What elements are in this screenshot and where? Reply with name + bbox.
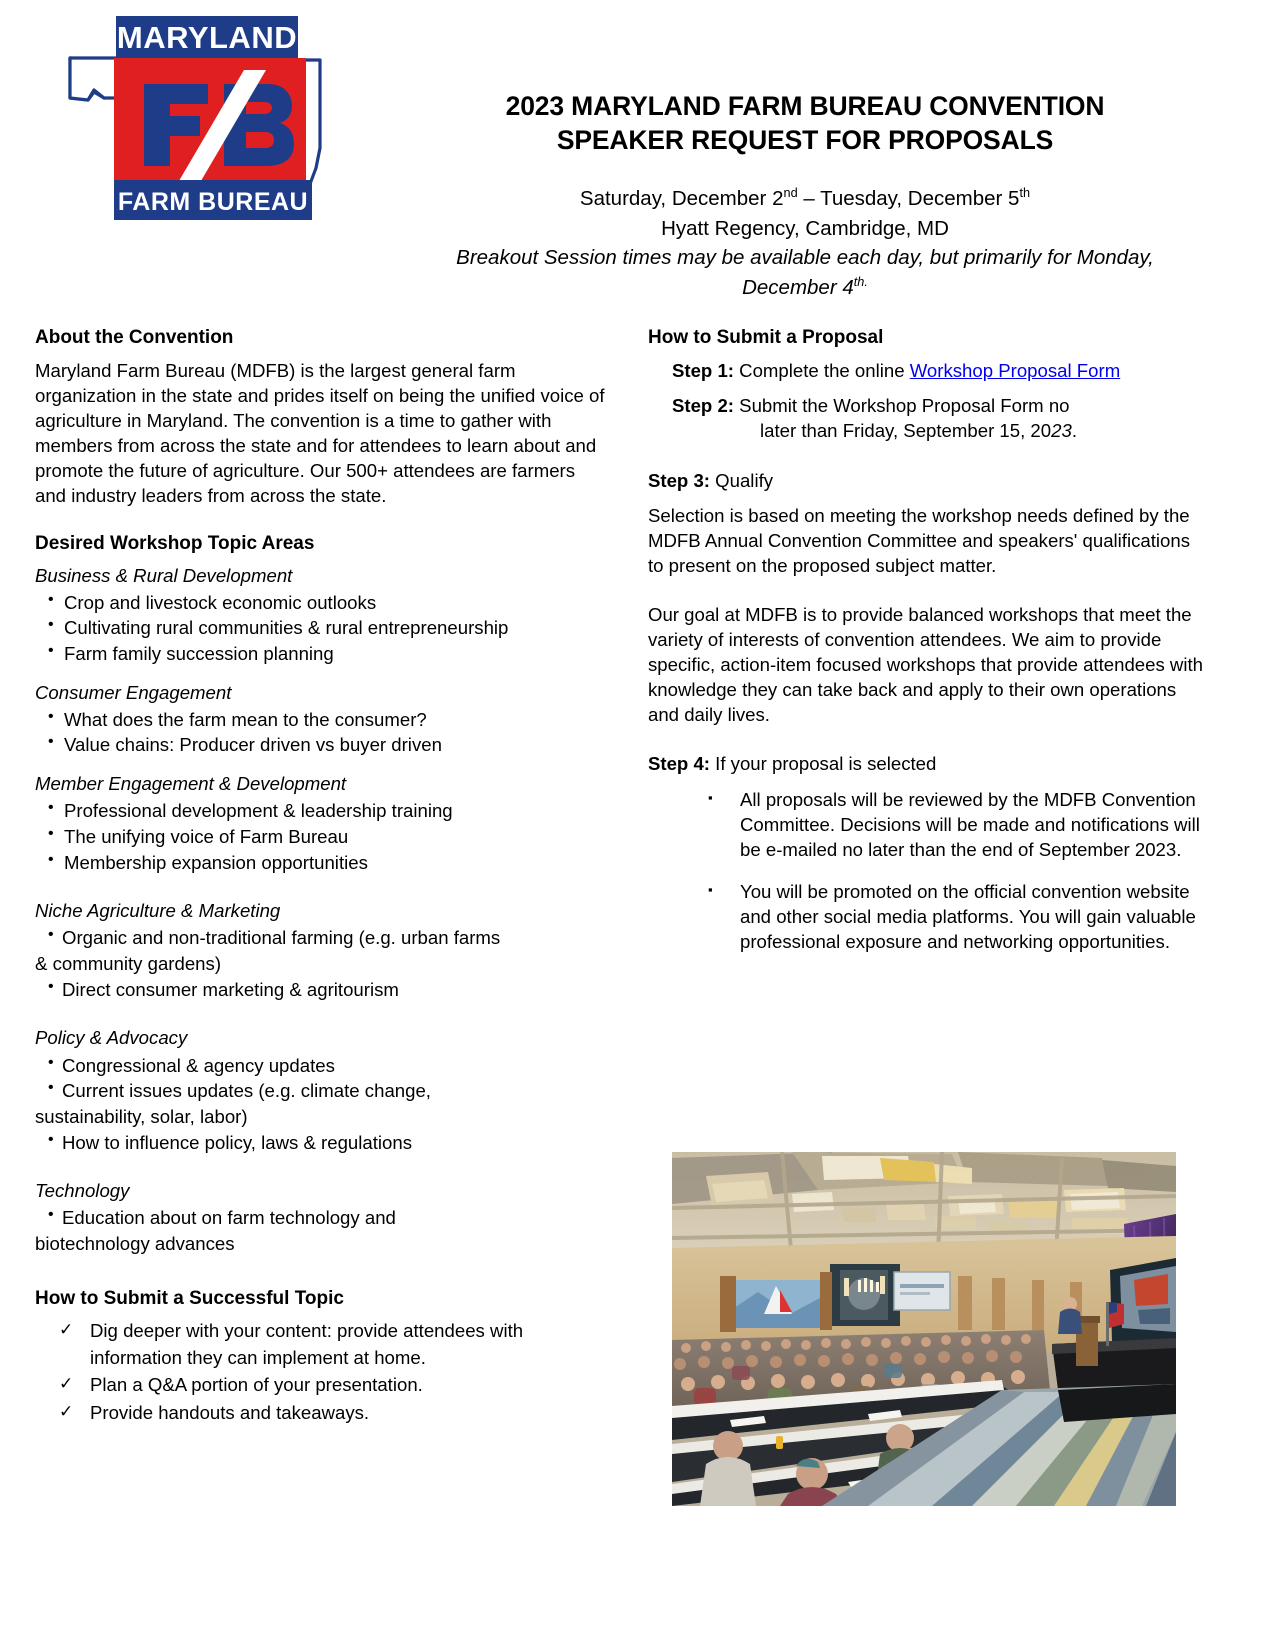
breakout-note-date: December 4 (742, 275, 854, 299)
list-item-label: Organic and non-traditional farming (e.g. urban farms (62, 927, 501, 949)
bullet-icon: • (48, 977, 54, 995)
checkmark-icon: ✓ (59, 1401, 74, 1421)
list-item-label: Congressional & agency updates (62, 1054, 335, 1076)
workshop-proposal-form-link[interactable]: Workshop Proposal Form (909, 359, 1121, 381)
page-title-line-1: 2023 MARYLAND FARM BUREAU CONVENTION (505, 91, 1105, 121)
list-item-label-wrap: biotechnology advances (35, 1233, 235, 1255)
bullet-icon: • (48, 1130, 54, 1148)
step-4 (648, 751, 1208, 776)
event-dates-mid: – Tuesday, December 5 (797, 186, 1020, 210)
list-item-label: The unifying voice of Farm Bureau (64, 825, 349, 847)
left-column (35, 326, 610, 1427)
topic-list-member (35, 798, 610, 875)
breakout-note-sup: th. (853, 274, 868, 290)
about-heading: About the Convention (35, 327, 234, 348)
header-subheading (370, 184, 1240, 303)
list-item-label-wrap: & community gardens) (35, 953, 222, 975)
step-2-period: . (1071, 420, 1077, 442)
step-1-label: Step 1: (672, 359, 734, 381)
step-2-label: Step 2: (672, 395, 734, 417)
list-item (35, 850, 610, 876)
checkmark-icon: ✓ (59, 1374, 74, 1394)
bullet-icon: • (48, 616, 54, 634)
goal-paragraph: Our goal at MDFB is to provide balanced workshops that meet the variety of interests of convention attendees. We aim to provide specific, action-item focused workshops that provide attendees with knowledge they can take back and apply to their own operations and daily lives. (648, 603, 1203, 725)
event-dates-prefix: Saturday, December 2 (579, 186, 784, 210)
list-item (35, 615, 610, 641)
list-item-label: Professional development & leadership training (64, 800, 453, 822)
spacer (35, 875, 610, 899)
breakout-note-line-1: Breakout Session times may be available each day, but primarily for Monday, (456, 246, 1154, 270)
list-item (35, 1078, 610, 1129)
topic-group-heading-consumer: Consumer Engagement (35, 681, 232, 703)
list-item (35, 1400, 610, 1426)
step-3 (648, 468, 1208, 493)
header-text-block (370, 90, 1240, 303)
list-item (35, 590, 610, 616)
list-item-label: Current issues updates (e.g. climate change, (62, 1080, 431, 1102)
event-dates (370, 184, 1240, 214)
logo-maryland-text: MARYLAND (116, 20, 298, 55)
spacer (35, 667, 610, 681)
event-dates-sup-1: nd (783, 184, 798, 200)
list-item (648, 880, 1208, 954)
checkmark-icon: ✓ (59, 1320, 74, 1340)
list-item-label: Farm family succession planning (64, 642, 334, 664)
square-bullet-icon: ▪ (708, 882, 713, 898)
list-item-label: Value chains: Producer driven vs buyer driven (64, 734, 442, 756)
topic-list-consumer (35, 707, 610, 758)
event-venue: Hyatt Regency, Cambridge, MD (661, 216, 949, 240)
list-item (35, 1053, 610, 1079)
list-item (35, 798, 610, 824)
list-item-label: How to influence policy, laws & regulations (62, 1131, 413, 1153)
bullet-icon: • (48, 590, 54, 608)
bullet-icon: • (48, 1079, 54, 1097)
topic-group-heading-niche: Niche Agriculture & Marketing (35, 900, 281, 922)
list-item (35, 824, 610, 850)
page-title-line-2: SPEAKER REQUEST FOR PROPOSALS (556, 124, 1054, 155)
step-2-year-suffix: 23 (1051, 420, 1072, 442)
event-dates-sup-2: th (1019, 184, 1031, 200)
step-2 (672, 393, 1208, 444)
step-4-text: If your proposal is selected (710, 752, 937, 774)
list-item-label: Crop and livestock economic outlooks (64, 591, 377, 613)
topic-list-policy (35, 1053, 610, 1156)
about-body: Maryland Farm Bureau (MDFB) is the largest general farm organization in the state and prides itself on being the unified voice of agriculture in Maryland. The convention is a time to gather with members from across the state and for attendees to learn about and promote the future of agriculture. Our 500+ attendees are farmers and industry leaders from across the state. (35, 359, 605, 506)
list-item-label: Provide handouts and takeaways. (90, 1401, 370, 1423)
step-2-deadline: later than Friday, September 15, 20 (760, 420, 1052, 442)
step-3-body: Selection is based on meeting the workshop needs defined by the MDFB Annual Convention Committee and speakers' qualifications to present on the proposed subject matter. (648, 504, 1191, 576)
breakout-session-note (370, 243, 1240, 302)
successful-topic-list (35, 1318, 610, 1426)
breakout-note-line-2 (370, 273, 1240, 303)
list-item (35, 1318, 610, 1371)
list-item-label: What does the farm mean to the consumer? (64, 708, 427, 730)
bullet-icon: • (48, 641, 54, 659)
bullet-icon: • (48, 1053, 54, 1071)
right-column (648, 326, 1208, 972)
bullet-icon: • (48, 707, 54, 725)
list-item-label-wrap: sustainability, solar, labor) (35, 1105, 248, 1127)
step-1 (672, 358, 1208, 383)
list-item-label: Education about on farm technology and (62, 1207, 396, 1229)
square-bullet-icon: ▪ (708, 790, 713, 806)
list-item-label: You will be promoted on the official convention website and other social media platforms. You will gain valuable professional exposure and networking opportunities. (740, 881, 1196, 952)
topic-group-heading-technology: Technology (35, 1180, 130, 1202)
list-item (35, 1372, 610, 1398)
bullet-icon: • (48, 799, 54, 817)
list-item (35, 1130, 610, 1156)
list-item-label: Membership expansion opportunities (64, 851, 368, 873)
spacer (35, 508, 610, 532)
list-item-label: Direct consumer marketing & agritourism (62, 978, 399, 1000)
page-title (370, 90, 1240, 158)
convention-photo (672, 1152, 1176, 1506)
spacer (648, 578, 1208, 602)
list-item-label: Cultivating rural communities & rural entrepreneurship (64, 617, 509, 639)
topic-list-business (35, 590, 610, 667)
bullet-icon: • (48, 824, 54, 842)
topic-group-heading-policy: Policy & Advocacy (35, 1027, 188, 1049)
step-4-list (648, 788, 1208, 954)
list-item-label: All proposals will be reviewed by the MDFB Convention Committee. Decisions will be made and notifications will be e-mailed no later than the end of September 2023. (740, 789, 1200, 860)
step-4-label: Step 4: (648, 752, 710, 774)
maryland-farm-bureau-logo (48, 8, 348, 230)
list-item (35, 977, 610, 1003)
step-2-text: Submit the Workshop Proposal Form no (734, 395, 1070, 417)
topic-list-niche (35, 925, 610, 1002)
step-3-text: Qualify (710, 469, 774, 491)
logo-farm-bureau-text: FARM BUREAU (117, 188, 309, 216)
submit-proposal-heading: How to Submit a Proposal (648, 327, 884, 348)
bullet-icon: • (48, 926, 54, 944)
spacer (35, 758, 610, 772)
list-item (35, 1205, 610, 1256)
bullet-icon: • (48, 733, 54, 751)
document-header (0, 0, 1275, 320)
spacer (648, 727, 1208, 751)
bullet-icon: • (48, 850, 54, 868)
topics-heading: Desired Workshop Topic Areas (35, 532, 315, 554)
list-item (35, 732, 610, 758)
list-item-label: Plan a Q&A portion of your presentation. (90, 1374, 423, 1396)
list-item (35, 707, 610, 733)
spacer (35, 1002, 610, 1026)
spacer (648, 454, 1208, 468)
spacer (35, 1155, 610, 1179)
bullet-icon: • (48, 1206, 54, 1224)
step-1-text: Complete the online (734, 359, 910, 381)
topic-list-technology (35, 1205, 610, 1256)
spacer (35, 1257, 610, 1287)
topic-group-heading-business: Business & Rural Development (35, 564, 293, 586)
topic-group-heading-member: Member Engagement & Development (35, 773, 347, 795)
step-2-continuation (760, 418, 1208, 443)
successful-topic-heading: How to Submit a Successful Topic (35, 1287, 344, 1309)
steps-1-2-block (672, 358, 1208, 444)
step-3-label: Step 3: (648, 469, 710, 491)
list-item-label: Dig deeper with your content: provide attendees with information they can implement at home. (90, 1320, 524, 1368)
list-item (35, 641, 610, 667)
list-item (648, 788, 1208, 862)
list-item (35, 925, 610, 976)
